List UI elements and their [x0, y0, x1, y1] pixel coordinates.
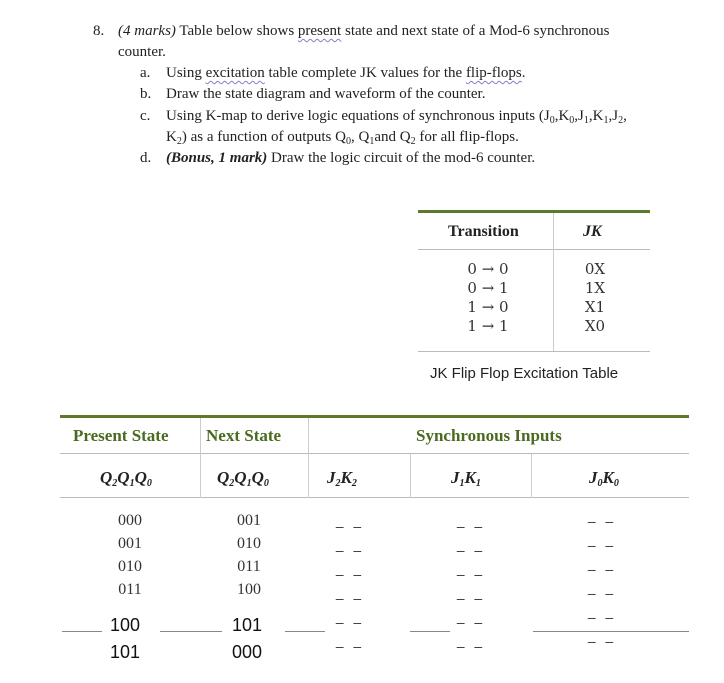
- excitation-table-header-rule: [418, 249, 650, 250]
- excitation-row: 0 → 0: [467, 260, 509, 278]
- excitation-header-jk: JK: [583, 223, 602, 240]
- j2k2-blanks: [334, 520, 364, 664]
- table-cell: 101: [231, 615, 263, 635]
- answer-blank[interactable]: – –: [587, 587, 615, 602]
- main-table-subheader-rule: [60, 497, 689, 498]
- row-underline: [62, 631, 102, 632]
- column-j1k1: $J_1K_1$: [451, 468, 481, 489]
- question-intro-line2: counter.: [118, 44, 166, 60]
- answer-blank[interactable]: – –: [456, 616, 484, 631]
- table-cell: 001: [237, 512, 261, 529]
- table-cell: 100: [109, 615, 141, 635]
- main-table-divider: [200, 418, 201, 498]
- item-b-letter: b.: [140, 86, 152, 102]
- excitation-jk: 0X: [584, 260, 606, 278]
- answer-blank[interactable]: – –: [587, 539, 615, 554]
- main-table-divider: [531, 454, 532, 498]
- excitation-table-top-rule: [418, 210, 650, 213]
- excitation-table-divider: [553, 213, 554, 351]
- j1k1-blanks: [455, 520, 485, 664]
- row-underline: [160, 631, 222, 632]
- excitation-jk: 1X: [584, 279, 606, 297]
- main-table-header-rule: [60, 453, 689, 454]
- excitation-jk: X0: [584, 317, 606, 335]
- row-underline: [410, 631, 450, 632]
- item-d-letter: d.: [140, 150, 152, 166]
- answer-blank[interactable]: – –: [335, 592, 363, 607]
- table-cell: 010: [237, 535, 261, 552]
- item-c-letter: c.: [140, 108, 151, 124]
- item-a-letter: a.: [140, 65, 151, 81]
- marks-label: (4 marks): [118, 23, 176, 39]
- answer-blank[interactable]: – –: [456, 520, 484, 535]
- excitation-jk: X1: [584, 298, 606, 316]
- column-j0k0: $J_0K_0$: [589, 468, 619, 489]
- answer-blank[interactable]: – –: [456, 544, 484, 559]
- table-cell: 000: [118, 512, 142, 529]
- answer-blank[interactable]: – –: [456, 592, 484, 607]
- table-cell: 011: [237, 558, 261, 575]
- answer-blank[interactable]: – –: [587, 515, 615, 530]
- main-table-divider: [410, 454, 411, 498]
- answer-blank[interactable]: – –: [335, 568, 363, 583]
- header-present-state: Present State: [73, 426, 169, 445]
- answer-blank[interactable]: – –: [335, 544, 363, 559]
- table-cell: 010: [118, 558, 142, 575]
- present-state-values: [100, 509, 160, 601]
- answer-blank[interactable]: – –: [587, 563, 615, 578]
- excitation-row: 1 → 0: [467, 298, 509, 316]
- table-cell: 101: [109, 642, 141, 662]
- column-next-q: $Q_2Q_1Q_0$: [217, 468, 269, 489]
- item-c-text-line2: $K_2$) as a function of outputs $Q_0$, $Q_1and$ $Q_2$ for all flip-flops.: [166, 129, 519, 147]
- next-state-values: [219, 509, 279, 601]
- excitation-row: 0 → 1: [467, 279, 509, 297]
- answer-blank[interactable]: – –: [335, 640, 363, 655]
- table-cell: 001: [118, 535, 142, 552]
- table-cell: 011: [118, 581, 142, 598]
- answer-blank[interactable]: – –: [456, 568, 484, 583]
- column-present-q: $Q_2Q_1Q_0$: [100, 468, 152, 489]
- row-underline: [285, 631, 325, 632]
- answer-blank[interactable]: – –: [335, 520, 363, 535]
- item-c-text: Using K-map to derive logic equations of synchronous inputs ($J_0,K_0,J_1,K_1,J_2$,: [166, 108, 627, 126]
- question-number: 8.: [93, 23, 105, 39]
- table-cell: 100: [237, 581, 261, 598]
- item-d-text: (Bonus, 1 mark) Draw the logic circuit of the mod-6 counter.: [166, 150, 536, 166]
- excitation-table-bottom-rule: [418, 351, 650, 352]
- question-intro: (4 marks) Table below shows present state and next state of a Mod-6 synchronous: [118, 23, 610, 39]
- j0k0-blanks: [586, 515, 616, 659]
- item-b-text: Draw the state diagram and waveform of the counter.: [166, 86, 486, 102]
- excitation-table-caption: JK Flip Flop Excitation Table: [430, 365, 619, 382]
- item-a-text: Using excitation table complete JK values for the flip-flops.: [166, 65, 526, 81]
- answer-blank[interactable]: – –: [335, 616, 363, 631]
- answer-blank[interactable]: – –: [587, 635, 615, 650]
- main-table-top-rule: [60, 415, 689, 418]
- answer-blank[interactable]: – –: [587, 611, 615, 626]
- excitation-header-transition: Transition: [448, 223, 519, 240]
- answer-blank[interactable]: – –: [456, 640, 484, 655]
- excitation-jk-values: [575, 260, 615, 336]
- table-cell: 000: [231, 642, 263, 662]
- excitation-transitions: [448, 260, 528, 336]
- header-next-state: Next State: [206, 426, 282, 445]
- header-synchronous-inputs: Synchronous Inputs: [416, 426, 562, 445]
- column-j2k2: $J_2K_2$: [327, 468, 357, 489]
- excitation-row: 1 → 1: [467, 317, 509, 335]
- main-table-divider: [308, 418, 309, 498]
